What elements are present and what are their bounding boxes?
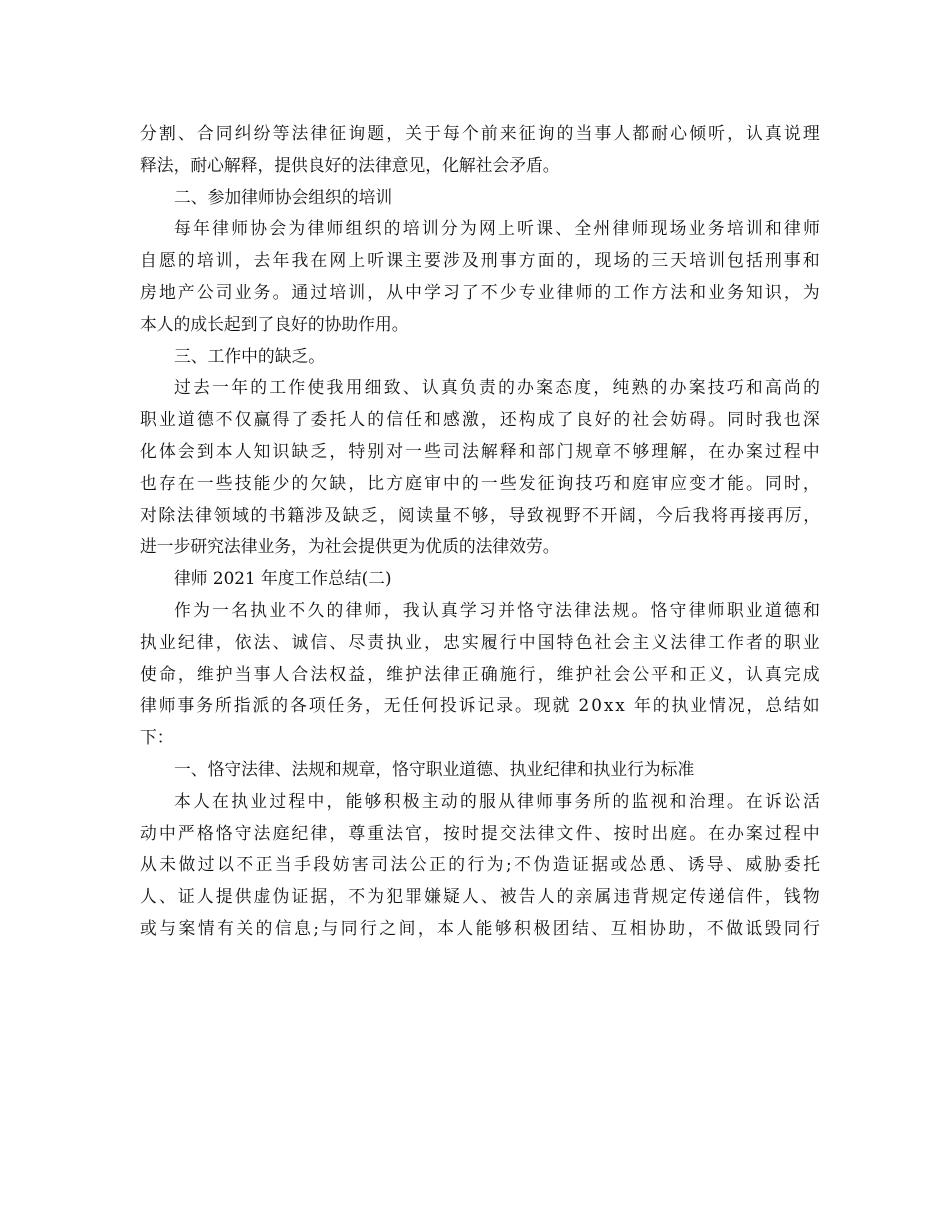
text-line: [140, 563, 820, 595]
document-body: [140, 118, 820, 945]
text-line: 作 为 一 名 执 业 不 久 的 律 师 ， 我 认 真 学 习 并 恪 守 法 律 法 规 。 恪 守 律 师 职 业 道 德 和: [174, 599, 820, 620]
text-line-content: 本人的成长起到了良好的协助作用。: [140, 313, 409, 334]
text-line: 律 师 事 务 所 指 派 的 各 项 任 务 ， 无 任 何 投 诉 记 录 。 现 就 2 0 x x 年 的 执 业 情 况 ， 总 结 如: [140, 695, 820, 716]
text-line: 使 命 ， 维 护 当 事 人 合 法 权 益 ， 维 护 法 律 正 确 施 行 ， 维 护 社 会 公 平 和 正 义 ， 认 真 完 成: [140, 663, 820, 684]
text-line: 分 割 、 合 同 纠 纷 等 法 律 征 询 题 ， 关 于 每 个 前 来 征 询 的 当 事 人 都 耐 心 倾 听 ， 认 真 说 理: [140, 123, 820, 143]
text-line-content: 下：: [140, 727, 174, 748]
text-line: 从 未 做 过 以 不 正 当 手 段 妨 害 司 法 公 正 的 行 为 ; 不 伪 造 证 据 或 怂 恿 、 诱 导 、 威 胁 委 托: [140, 854, 820, 875]
text-line: 动 中 严 格 恪 守 法 庭 纪 律 ， 尊 重 法 官 ， 按 时 提 交 法 律 文 件 、 按 时 出 庭 。 在 办 案 过 程 中: [140, 822, 820, 843]
text-line: 过 去 一 年 的 工 作 使 我 用 细 致 、 认 真 负 责 的 办 案 态 度 ， 纯 熟 的 办 案 技 巧 和 高 尚 的: [174, 377, 820, 398]
text-line: 自 愿 的 培 训 ， 去 年 我 在 网 上 听 课 主 要 涉 及 刑 事 方 面 的 ， 现 场 的 三 天 培 训 包 括 刑 事 和: [140, 250, 820, 271]
text-line-content: 一、恪守法律、法规和规章，恪守职业道德、执业纪律和执业行为标准: [174, 758, 695, 779]
text-line-content: 进一步研究法律业务，为社会提供更为优质的法律效劳。: [140, 536, 560, 557]
text-line-content: 释法，耐心解释，提供良好的法律意见，化解社会矛盾。: [140, 154, 560, 175]
text-line: 化 体 会 到 本 人 知 识 缺 乏 ， 特 别 对 一 些 司 法 解 释 和 部 门 规 章 不 够 理 解 ， 在 办 案 过 程 中: [140, 440, 820, 461]
text-line: [140, 754, 820, 786]
text-line: 对 除 法 律 领 域 的 书 籍 涉 及 缺 乏 ， 阅 读 量 不 够 ， 导 致 视 野 不 开 阔 ， 今 后 我 将 再 接 再 厉 ，: [140, 504, 820, 525]
text-line-content: 律师 2021 年度工作总结(二): [174, 568, 392, 589]
text-line: [140, 341, 820, 373]
text-line: 职 业 道 德 不 仅 赢 得 了 委 托 人 的 信 任 和 感 激 ， 还 构 成 了 良 好 的 社 会 妨 碍 。 同 时 我 也 深: [140, 409, 820, 430]
text-line: 或 与 案 情 有 关 的 信 息 ; 与 同 行 之 间 ， 本 人 能 够 积 极 团 结 、 互 相 协 助 ， 不 做 诋 毁 同 行: [140, 917, 820, 938]
text-line: [140, 722, 820, 754]
text-line-content: 二、参加律师协会组织的培训: [174, 186, 393, 207]
text-line: [140, 182, 820, 214]
text-line: 每 年 律 师 协 会 为 律 师 组 织 的 培 训 分 为 网 上 听 课 、 全 州 律 师 现 场 业 务 培 训 和 律 师: [174, 218, 820, 239]
text-line: 也 存 在 一 些 技 能 少 的 欠 缺 ， 比 方 庭 审 中 的 一 些 发 征 询 技 巧 和 庭 审 应 变 才 能 。 同 时 ，: [140, 472, 820, 493]
text-line: [140, 531, 820, 563]
text-line-content: 三、工作中的缺乏。: [174, 345, 326, 366]
text-line: 房 地 产 公 司 业 务 。 通 过 培 训 ， 从 中 学 习 了 不 少 专 业 律 师 的 工 作 方 法 和 业 务 知 识 ， 为: [140, 281, 820, 302]
text-line: [140, 150, 820, 182]
text-line: 人 、 证 人 提 供 虚 伪 证 据 ， 不 为 犯 罪 嫌 疑 人 、 被 告 人 的 亲 属 违 背 规 定 传 递 信 件 ， 钱 物: [140, 886, 820, 907]
text-line: 本 人 在 执 业 过 程 中 ， 能 够 积 极 主 动 的 服 从 律 师 事 务 所 的 监 视 和 治 理 。 在 诉 讼 活: [174, 790, 820, 811]
text-line: [140, 309, 820, 341]
text-line: 执 业 纪 律 ， 依 法 、 诚 信 、 尽 责 执 业 ， 忠 实 履 行 中 国 特 色 社 会 主 义 法 律 工 作 者 的 职 业: [140, 631, 820, 652]
